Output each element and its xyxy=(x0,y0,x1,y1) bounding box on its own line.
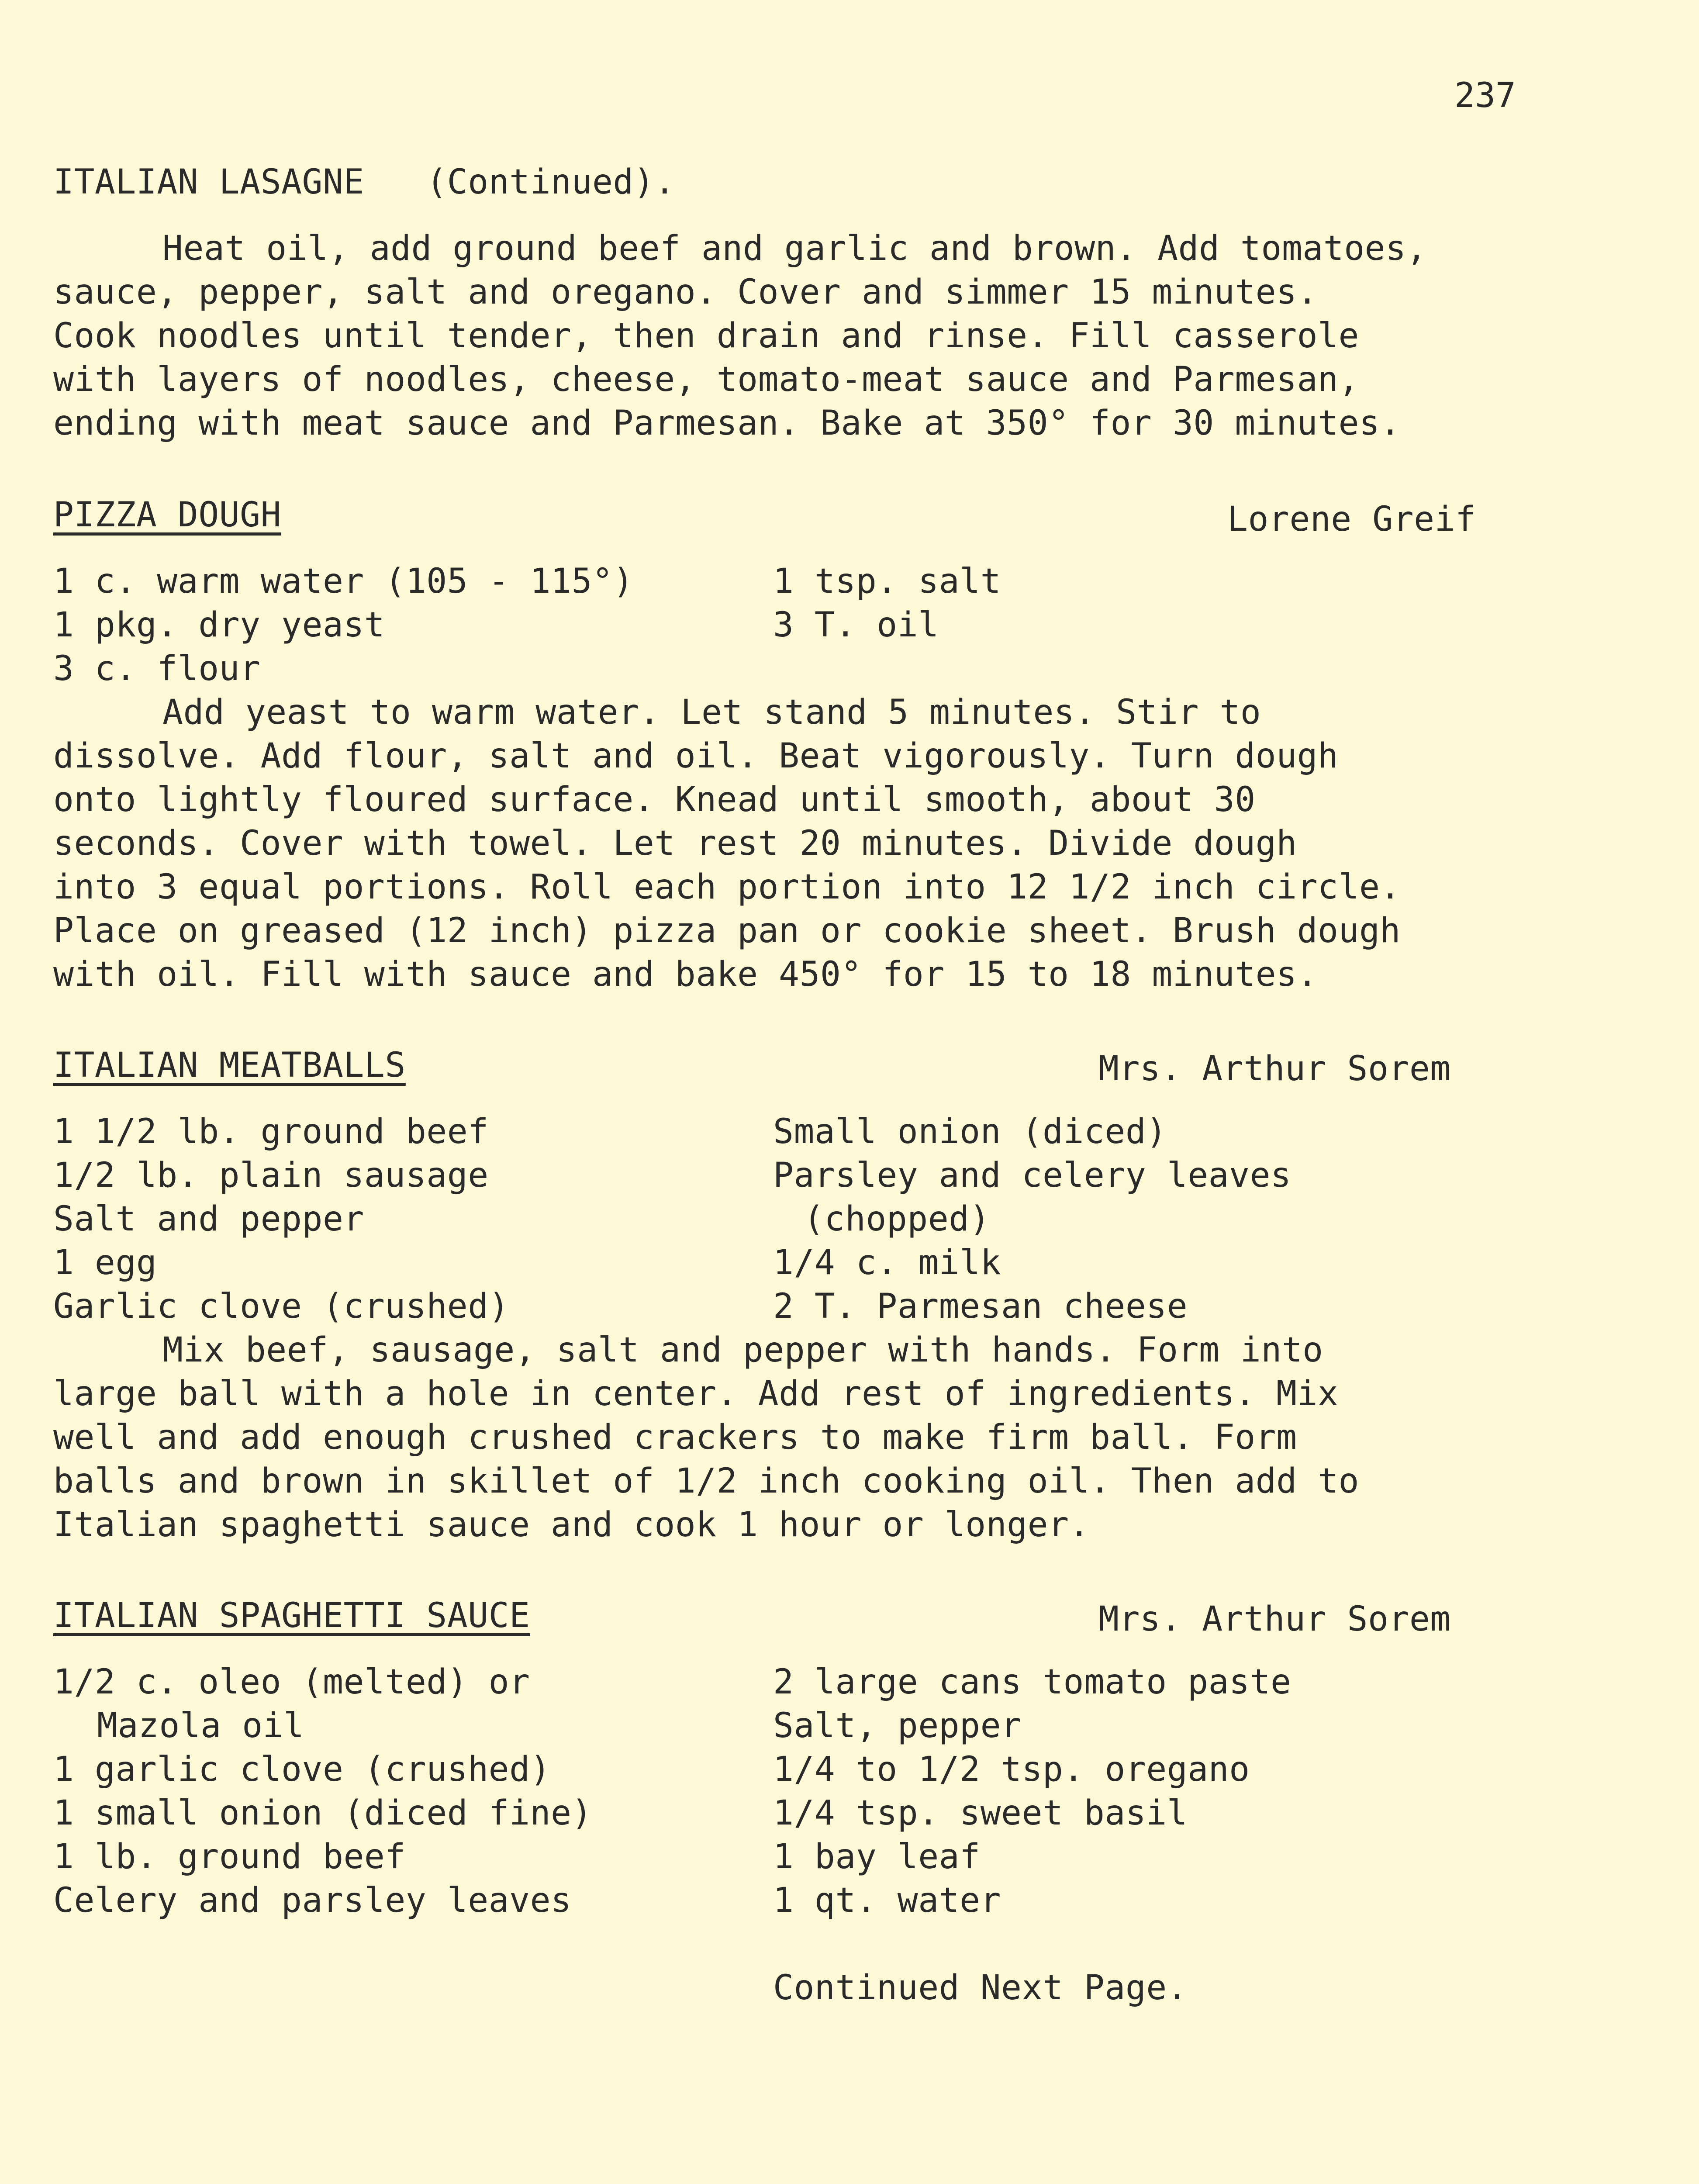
spaghetti-ingredient: Salt, pepper xyxy=(773,1706,1022,1745)
meatballs-ingredient: Garlic clove (crushed) xyxy=(53,1287,510,1326)
pizza-ingredient: 1 tsp. salt xyxy=(773,562,1001,601)
lasagne-continued: (Continued). xyxy=(426,162,675,202)
spaghetti-ingredient: 1 small onion (diced fine) xyxy=(53,1794,592,1833)
spaghetti-ingredient: 1 qt. water xyxy=(773,1881,1001,1920)
pizza-ingredient: 1 c. warm water (105 - 115°) xyxy=(53,562,634,601)
pizza-line: Add yeast to warm water. Let stand 5 minutes. Stir to xyxy=(162,693,1261,732)
meatballs-title: ITALIAN MEATBALLS xyxy=(53,1046,406,1085)
meatballs-ingredient: 1/4 c. milk xyxy=(773,1243,1001,1282)
meatballs-ingredient: 2 T. Parmesan cheese xyxy=(773,1287,1188,1326)
spaghetti-ingredient: Mazola oil xyxy=(97,1706,304,1745)
spaghetti-ingredient: 1/4 tsp. sweet basil xyxy=(773,1794,1188,1833)
spaghetti-ingredient: 1/4 to 1/2 tsp. oregano xyxy=(773,1750,1250,1789)
pizza-ingredient: 3 T. oil xyxy=(773,605,939,645)
pizza-ingredient: 3 c. flour xyxy=(53,649,261,688)
lasagne-heading xyxy=(53,162,675,202)
page-number: 237 xyxy=(1454,76,1516,115)
meatballs-line: Italian spaghetti sauce and cook 1 hour or longer. xyxy=(53,1505,1090,1545)
continued-next-page: Continued Next Page. xyxy=(773,1968,1188,2008)
pizza-line: with oil. Fill with sauce and bake 450° for 15 to 18 minutes. xyxy=(53,955,1318,994)
spaghetti-ingredient: Celery and parsley leaves xyxy=(53,1881,572,1920)
pizza-line: seconds. Cover with towel. Let rest 20 minutes. Divide dough xyxy=(53,824,1297,863)
lasagne-title: ITALIAN LASAGNE xyxy=(53,162,364,202)
pizza-ingredient: 1 pkg. dry yeast xyxy=(53,605,385,645)
spaghetti-ingredient: 1 garlic clove (crushed) xyxy=(53,1750,551,1789)
meatballs-line: balls and brown in skillet of 1/2 inch cooking oil. Then add to xyxy=(53,1462,1359,1501)
meatballs-ingredient: 1/2 lb. plain sausage xyxy=(53,1156,489,1195)
pizza-author: Lorene Greif xyxy=(1227,500,1476,539)
pizza-line: dissolve. Add flour, salt and oil. Beat vigorously. Turn dough xyxy=(53,736,1339,776)
lasagne-line: sauce, pepper, salt and oregano. Cover and simmer 15 minutes. xyxy=(53,273,1318,312)
spaghetti-ingredient: 1 lb. ground beef xyxy=(53,1837,406,1876)
lasagne-line: with layers of noodles, cheese, tomato-meat sauce and Parmesan, xyxy=(53,360,1359,399)
pizza-line: Place on greased (12 inch) pizza pan or cookie sheet. Brush dough xyxy=(53,911,1401,950)
lasagne-line: ending with meat sauce and Parmesan. Bake at 350° for 30 minutes. xyxy=(53,404,1401,443)
spaghetti-author: Mrs. Arthur Sorem xyxy=(1098,1600,1451,1639)
meatballs-line: well and add enough crushed crackers to make firm ball. Form xyxy=(53,1418,1297,1457)
meatballs-author: Mrs. Arthur Sorem xyxy=(1098,1049,1451,1089)
meatballs-ingredient: Small onion (diced) xyxy=(773,1112,1167,1151)
pizza-title: PIZZA DOUGH xyxy=(53,495,282,535)
spaghetti-ingredient: 1/2 c. oleo (melted) or xyxy=(53,1662,530,1702)
meatballs-line: Mix beef, sausage, salt and pepper with hands. Form into xyxy=(162,1330,1323,1370)
meatballs-ingredient: 1 egg xyxy=(53,1243,157,1282)
spaghetti-ingredient: 1 bay leaf xyxy=(773,1837,981,1876)
lasagne-line: Cook noodles until tender, then drain and rinse. Fill casserole xyxy=(53,316,1359,356)
spaghetti-ingredient: 2 large cans tomato paste xyxy=(773,1662,1292,1702)
meatballs-ingredient: Salt and pepper xyxy=(53,1199,364,1239)
spaghetti-title: ITALIAN SPAGHETTI SAUCE xyxy=(53,1596,530,1635)
pizza-line: into 3 equal portions. Roll each portion into 12 1/2 inch circle. xyxy=(53,867,1401,907)
lasagne-line: Heat oil, add ground beef and garlic and brown. Add tomatoes, xyxy=(162,229,1427,268)
meatballs-ingredient: Parsley and celery leaves xyxy=(773,1156,1292,1195)
pizza-line: onto lightly floured surface. Knead until smooth, about 30 xyxy=(53,780,1256,819)
meatballs-line: large ball with a hole in center. Add rest of ingredients. Mix xyxy=(53,1374,1339,1413)
meatballs-ingredient: 1 1/2 lb. ground beef xyxy=(53,1112,489,1151)
meatballs-ingredient: (chopped) xyxy=(804,1199,991,1239)
